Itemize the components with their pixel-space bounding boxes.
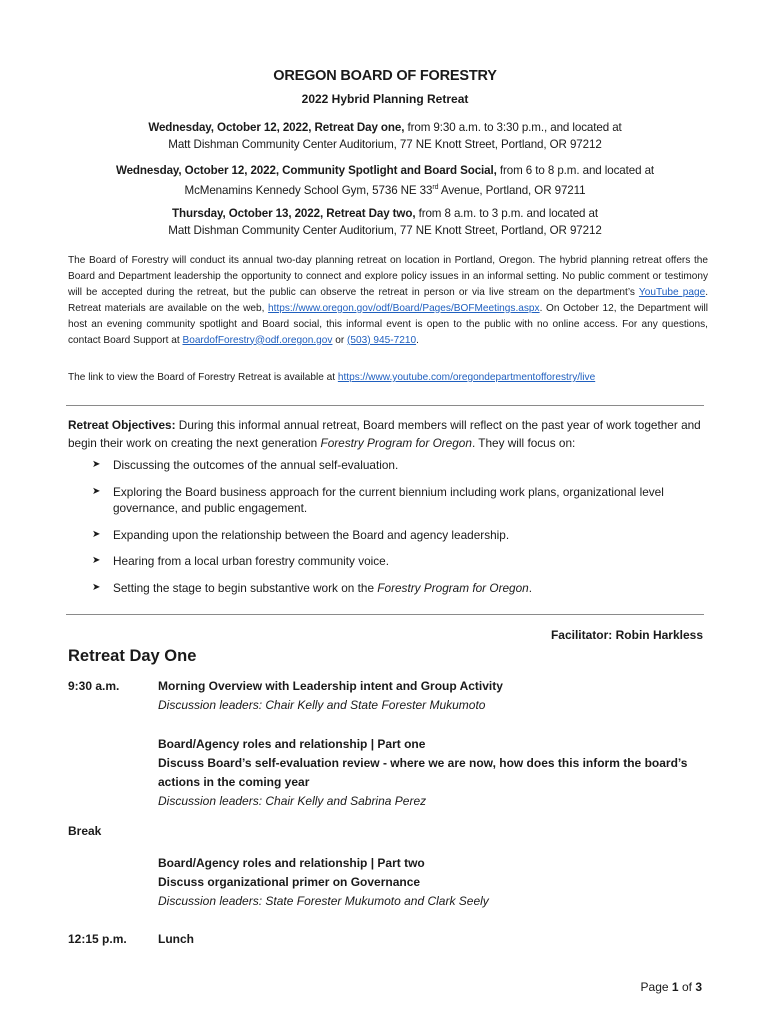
arrow-bullet-icon: ➤ <box>92 485 101 497</box>
time-morning: 9:30 a.m. <box>68 679 120 693</box>
intro-text-1: The Board of Forestry will conduct its annual two-day planning retreat on location in Portland, Oregon. The hybrid planning retreat offers the Board and Department leadership the opportunity to connect and explore policy issues in an informal setting. No public comment or testimony will be accepted during the retreat, but the public can observe the retreat in person or via live stream on the department’s <box>68 255 708 298</box>
list-item <box>92 457 692 474</box>
page-total: 3 <box>695 980 702 994</box>
livestream-text: The link to view the Board of Forestry Retreat is available at <box>68 372 338 383</box>
day-one-heading: Retreat Day One <box>68 647 197 665</box>
intro-text-4: or <box>332 334 348 346</box>
event-day-one-location: Matt Dishman Community Center Auditorium, 77 NE Knott Street, Portland, OR 97212 <box>168 138 602 151</box>
page-current: 1 <box>671 980 679 994</box>
youtube-page-link[interactable]: YouTube page <box>638 286 706 298</box>
event-social-location <box>185 184 586 197</box>
time-lunch: 12:15 p.m. <box>68 932 127 946</box>
objectives-program: Forestry Program for Oregon <box>320 436 472 450</box>
agenda-item-overview <box>158 677 718 715</box>
event-day-one <box>60 119 710 153</box>
event-day-two-location: Matt Dishman Community Center Auditorium, 77 NE Knott Street, Portland, OR 97212 <box>168 224 602 237</box>
break-label: Break <box>68 824 102 838</box>
intro-paragraph <box>68 253 708 348</box>
of-word: of <box>681 980 692 994</box>
agenda-item-title: Board/Agency roles and relationship | Part two <box>158 856 425 870</box>
list-item-text: Exploring the Board business approach for the current biennium including work plans, organizational level governance, and public engagement. <box>113 484 664 515</box>
page-word: Page <box>640 980 669 994</box>
event-social-location-sup: rd <box>432 184 439 191</box>
agenda-item-title: Board/Agency roles and relationship | Part one <box>158 737 426 751</box>
agenda-item-roles-part-one <box>158 735 718 811</box>
list-item <box>92 527 692 544</box>
arrow-bullet-icon: ➤ <box>92 581 101 593</box>
intro-text-3: . On October 12, the Department will host an evening community spotlight and Board social, this informal event is open to the public with no online access. For any questions, contact Board Support at <box>68 302 708 346</box>
agenda-item-leaders: Discussion leaders: State Forester Mukumoto and Clark Seely <box>158 894 489 908</box>
livestream-link[interactable]: https://www.youtube.com/oregondepartmentofforestry/live <box>337 372 596 383</box>
list-item-text: Hearing from a local urban forestry community voice. <box>113 554 390 568</box>
board-email-link[interactable]: BoardofForestry@odf.oregon.gov <box>182 334 333 346</box>
agenda-item-description: Discuss organizational primer on Governance <box>158 875 421 889</box>
list-item-text: Expanding upon the relationship between the Board and agency leadership. <box>113 527 510 542</box>
event-day-two-label: Thursday, October 13, 2022, Retreat Day two, <box>172 207 416 220</box>
objectives-list <box>92 457 692 606</box>
lunch-label: Lunch <box>158 932 194 946</box>
list-item <box>92 580 692 597</box>
objectives-label: Retreat Objectives: <box>68 418 176 432</box>
objectives-text-2: . They will focus on: <box>471 436 576 450</box>
list-item-text-pre: Setting the stage to begin substantive work on the <box>113 580 378 595</box>
arrow-bullet-icon: ➤ <box>92 555 101 566</box>
intro-text-2: . Retreat materials are available on the web, <box>68 286 708 314</box>
document-subtitle: 2022 Hybrid Planning Retreat <box>301 92 469 106</box>
intro-text-5: . <box>416 334 419 346</box>
list-item-text-post: . <box>528 580 533 595</box>
agenda-item-title: Morning Overview with Leadership intent and Group Activity <box>158 679 503 693</box>
event-day-one-label: Wednesday, October 12, 2022, Retreat Day one, <box>148 121 405 134</box>
event-social <box>60 162 710 199</box>
objectives-text-1: During this informal annual retreat, Board members will reflect on the past year of work together and begin their work on creating the next generation <box>68 418 701 450</box>
list-item-text-ital: Forestry Program for Oregon <box>377 580 529 595</box>
livestream-line <box>68 372 718 383</box>
agenda-item-leaders: Discussion leaders: Chair Kelly and State Forester Mukumoto <box>158 698 486 712</box>
board-phone-link[interactable]: (503) 945-7210 <box>347 334 417 346</box>
agenda-item-leaders: Discussion leaders: Chair Kelly and Sabrina Perez <box>158 794 427 808</box>
document-title: OREGON BOARD OF FORESTRY <box>273 68 497 84</box>
event-day-two-time: from 8 a.m. to 3 p.m. and located at <box>415 207 598 220</box>
event-social-time: from 6 to 8 p.m. and located at <box>496 164 655 177</box>
arrow-bullet-icon: ➤ <box>92 528 101 540</box>
divider-bottom <box>66 614 704 615</box>
list-item-text: Discussing the outcomes of the annual self-evaluation. <box>113 458 399 472</box>
agenda-item-roles-part-two <box>158 854 718 911</box>
event-day-one-time: from 9:30 a.m. to 3:30 p.m., and located at <box>404 121 622 134</box>
event-social-location-post: Avenue, Portland, OR 97211 <box>438 183 586 197</box>
arrow-bullet-icon: ➤ <box>92 459 101 470</box>
retreat-objectives <box>68 416 708 452</box>
list-item <box>92 484 692 517</box>
event-day-two <box>60 205 710 239</box>
list-item <box>92 553 692 570</box>
divider-top <box>66 405 704 406</box>
materials-link[interactable]: https://www.oregon.gov/odf/Board/Pages/BOFMeetings.aspx <box>268 302 540 314</box>
facilitator-label: Facilitator: Robin Harkless <box>550 628 703 642</box>
page-number <box>641 980 702 994</box>
event-social-location-pre: McMenamins Kennedy School Gym, 5736 NE 33 <box>184 183 433 197</box>
agenda-item-description: Discuss Board’s self-evaluation review - where we are now, how does this inform the board’s actions in the coming year <box>158 756 688 789</box>
event-social-label: Wednesday, October 12, 2022, Community Spotlight and Board Social, <box>115 164 497 177</box>
